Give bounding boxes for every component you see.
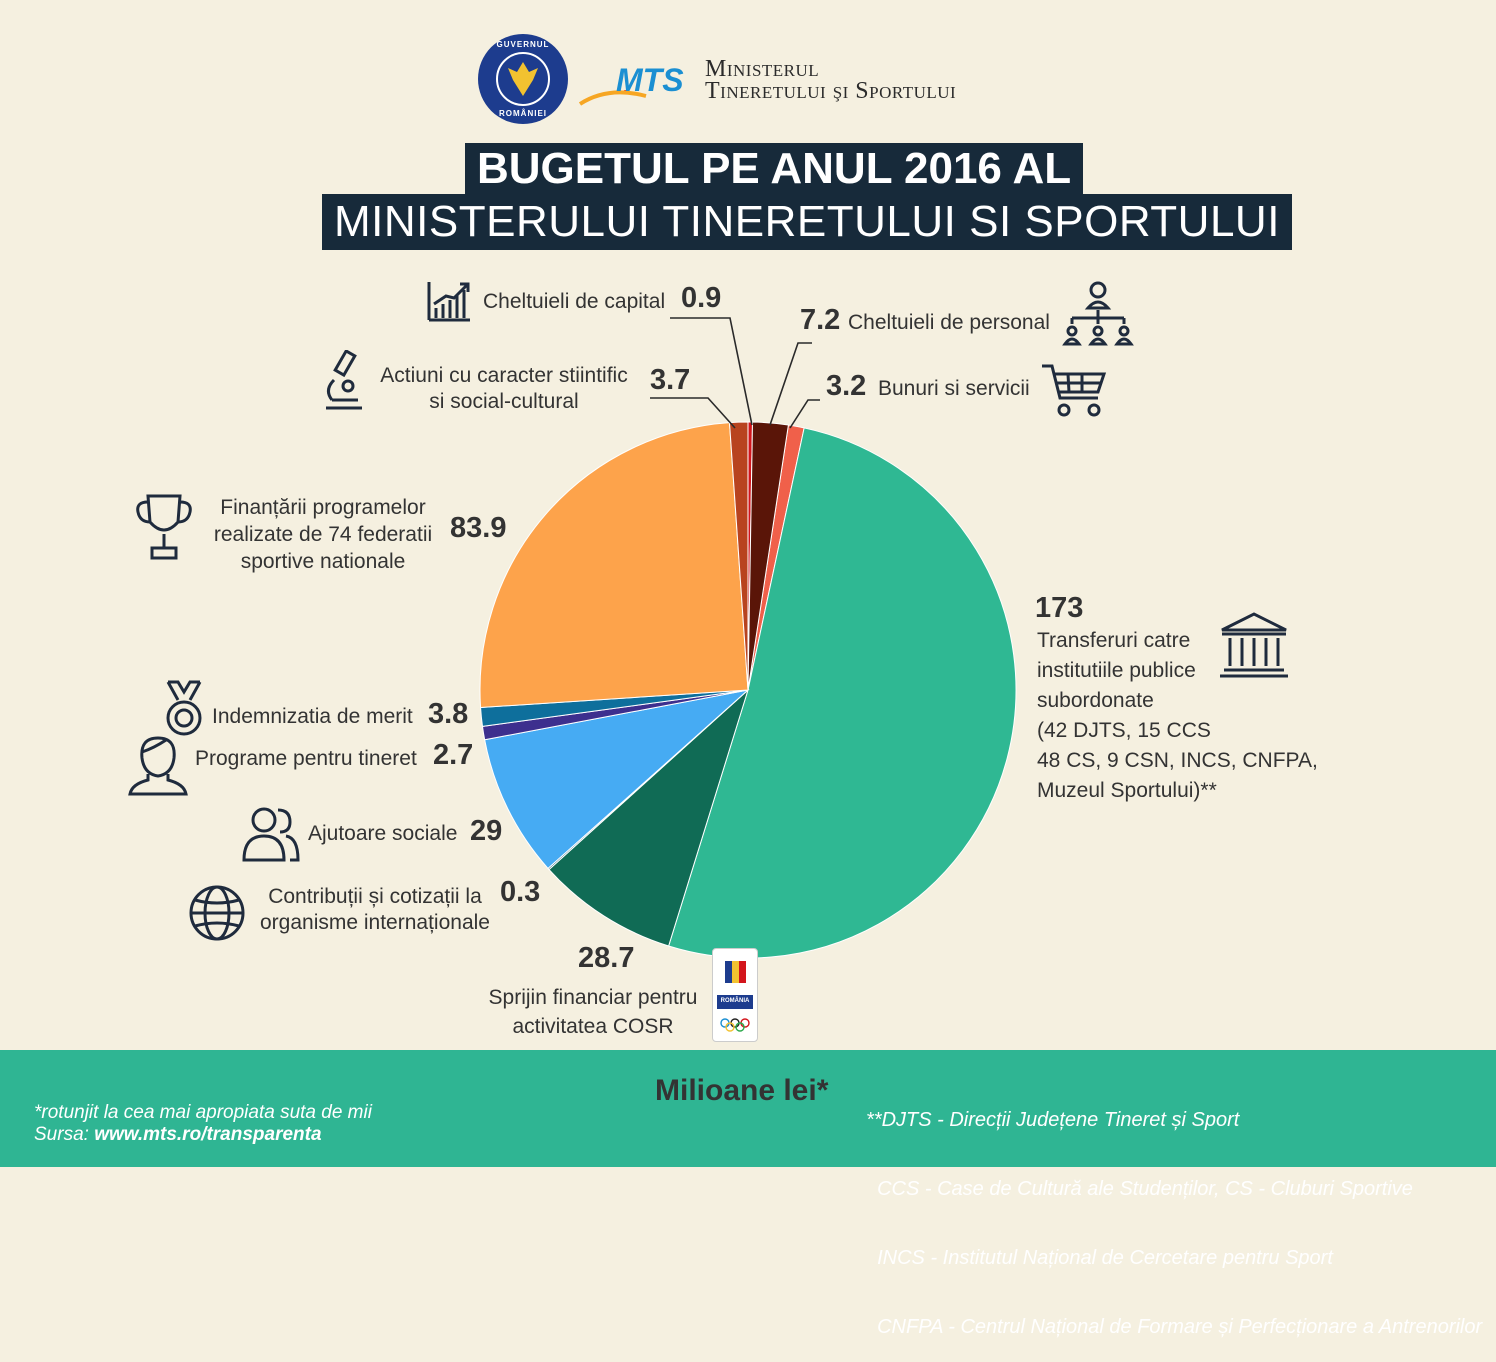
footer-source-link[interactable]: www.mts.ro/transparenta bbox=[94, 1124, 322, 1145]
footer-abbr-line4: CNFPA - Centrul Național de Formare și Perfecționare a Antrenorilor bbox=[866, 1316, 1483, 1338]
footer-abbr-line3: INCS - Institutul Național de Cercetare pentru Sport bbox=[866, 1247, 1333, 1269]
young-person-icon bbox=[126, 732, 190, 798]
seal-bottom-text: ROMÂNIEI bbox=[499, 109, 547, 118]
actiuni-label bbox=[368, 363, 640, 415]
sprijin-label-line1: Sprijin financiar pentru bbox=[488, 986, 698, 1009]
footer-abbr-line2: CCS - Case de Cultură ale Studenților, CS - Cluburi Sportive bbox=[866, 1178, 1413, 1200]
leader-line-bunuri bbox=[790, 400, 820, 428]
trophy-icon bbox=[134, 492, 194, 564]
transferuri-label-line6: Muzeul Sportului)** bbox=[1037, 779, 1217, 802]
transferuri-value: 173 bbox=[1035, 592, 1084, 624]
footer-source-prefix: Sursa: bbox=[34, 1124, 95, 1145]
contributii-label-line1: Contribuții și cotizații la bbox=[268, 885, 482, 908]
transferuri-label-line1: Transferuri catre bbox=[1037, 629, 1191, 652]
medal-icon bbox=[158, 680, 210, 740]
footer-note bbox=[34, 1102, 372, 1146]
transferuri-label-line4: (42 DJTS, 15 CCS bbox=[1037, 719, 1211, 742]
actiuni-label-line2: si social-cultural bbox=[429, 390, 579, 413]
finantari-label-line3: sportive nationale bbox=[240, 550, 406, 573]
finantari-label bbox=[200, 494, 446, 575]
ministry-name-line2: Tineretului şi Sportului bbox=[705, 78, 957, 104]
olympic-badge-text: ROMÂNIA bbox=[720, 998, 750, 1004]
footer-abbr-line1: **DJTS - Direcții Județene Tineret și Sport bbox=[866, 1109, 1240, 1131]
people-group-icon bbox=[240, 806, 302, 862]
indemnizatia-value: 3.8 bbox=[428, 698, 469, 730]
ajutoare-label: Ajutoare sociale bbox=[308, 822, 458, 845]
footer-source bbox=[34, 1124, 372, 1146]
capital-value: 0.9 bbox=[681, 282, 722, 314]
sprijin-label-line2: activitatea COSR bbox=[512, 1015, 674, 1038]
leader-line-personal bbox=[770, 343, 812, 425]
chart-title-line1: BUGETUL PE ANUL 2016 AL bbox=[465, 143, 1083, 195]
finantari-value: 83.9 bbox=[450, 512, 507, 544]
finantari-label-line2: realizate de 74 federatii bbox=[213, 523, 433, 546]
sprijin-value: 28.7 bbox=[578, 942, 635, 974]
romanian-olympic-committee-logo bbox=[712, 948, 758, 1042]
bunuri-label: Bunuri si servicii bbox=[878, 377, 1030, 400]
contributii-label bbox=[250, 884, 500, 936]
ajutoare-value: 29 bbox=[470, 815, 503, 847]
footer-note-line1: *rotunjit la cea mai apropiata suta de mii bbox=[34, 1102, 372, 1123]
growth-chart-icon bbox=[426, 280, 472, 322]
contributii-label-line2: organisme internaționale bbox=[260, 911, 490, 934]
contributii-value: 0.3 bbox=[500, 876, 541, 908]
institution-building-icon bbox=[1218, 610, 1290, 680]
ministry-name-line1: Ministerul bbox=[705, 56, 820, 82]
programe-value: 2.7 bbox=[433, 739, 474, 771]
personal-label: Cheltuieli de personal bbox=[848, 311, 1050, 334]
footer-abbreviations bbox=[866, 1063, 1482, 1362]
shopping-cart-icon bbox=[1040, 362, 1108, 420]
indemnizatia-label: Indemnizatia de merit bbox=[212, 705, 413, 728]
chart-title-line2: MINISTERULUI TINERETULUI SI SPORTULUI bbox=[322, 194, 1292, 250]
globe-icon bbox=[188, 884, 246, 942]
org-chart-icon bbox=[1062, 280, 1134, 348]
unit-label: Milioane lei* bbox=[655, 1074, 829, 1107]
finantari-label-line1: Finanțării programelor bbox=[220, 496, 426, 519]
seal-top-text: GUVERNUL bbox=[496, 40, 550, 49]
transferuri-label-line2: institutiile publice bbox=[1037, 659, 1196, 682]
transferuri-label-line5: 48 CS, 9 CSN, INCS, CNFPA, bbox=[1037, 749, 1318, 772]
bunuri-value: 3.2 bbox=[826, 370, 867, 402]
microscope-icon bbox=[322, 350, 366, 412]
actiuni-label-line1: Actiuni cu caracter stiintific bbox=[380, 364, 628, 387]
capital-label: Cheltuieli de capital bbox=[483, 290, 666, 313]
pie-slice-6 bbox=[480, 423, 748, 708]
actiuni-value: 3.7 bbox=[650, 364, 691, 396]
mts-logo-text: MTS bbox=[616, 62, 684, 98]
transferuri-label-line3: subordonate bbox=[1037, 689, 1154, 712]
personal-value: 7.2 bbox=[800, 304, 841, 336]
programe-label: Programe pentru tineret bbox=[195, 747, 417, 770]
sprijin-label bbox=[478, 983, 708, 1041]
